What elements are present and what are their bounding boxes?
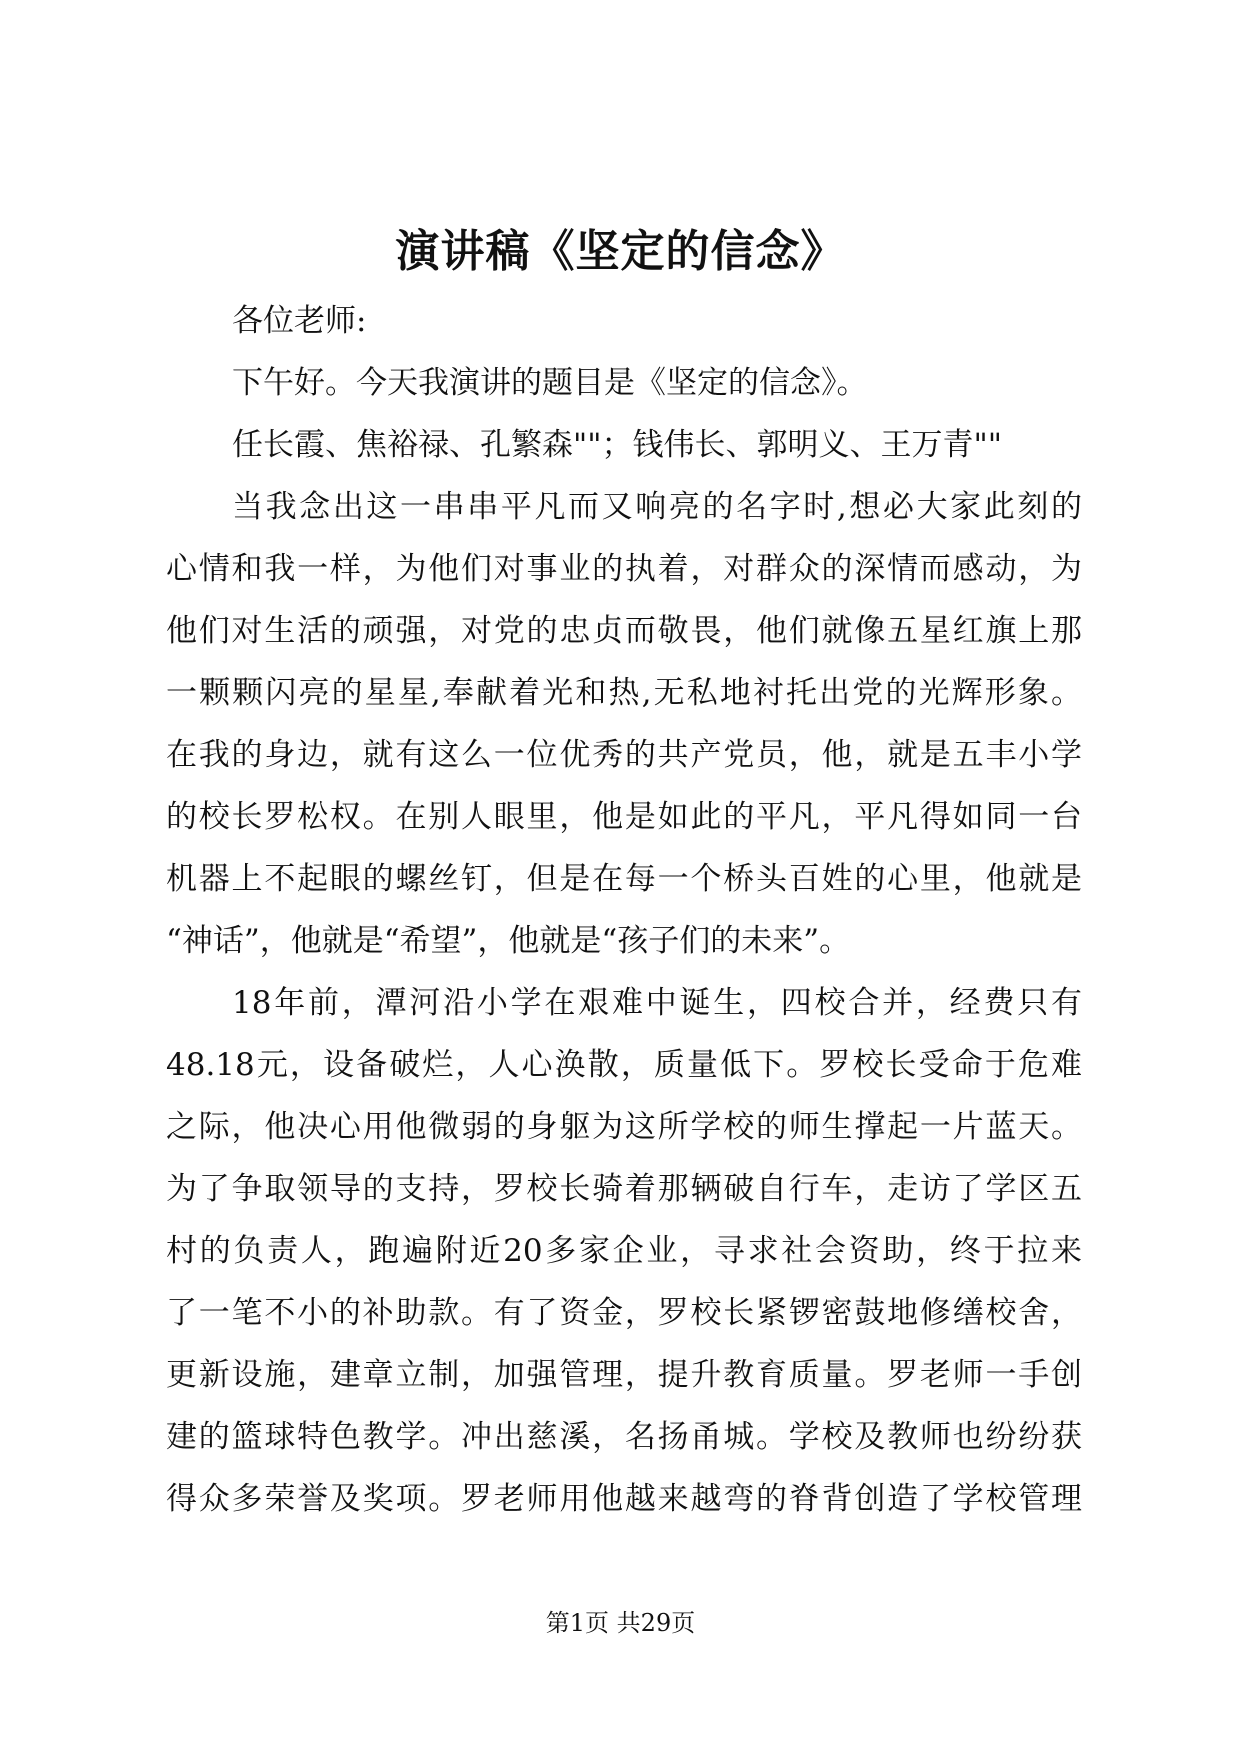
page-footer: 第1页 共29页 bbox=[545, 1609, 696, 1637]
text-line: 一颗颗闪亮的星星,奉献着光和热,无私地衬托出党的光辉形象。 bbox=[166, 675, 1082, 711]
text-line: 18年前，潭河沿小学在艰难中诞生，四校合并，经费只有 bbox=[232, 985, 1082, 1021]
text-line: 建的篮球特色教学。冲出慈溪，名扬甬城。学校及教师也纷纷获 bbox=[166, 1419, 1082, 1455]
document-title: 演讲稿《坚定的信念》 bbox=[395, 226, 846, 277]
text-line: 为了争取领导的支持，罗校长骑着那辆破自行车，走访了学区五 bbox=[166, 1171, 1082, 1207]
text-line: 他们对生活的顽强，对党的忠贞而敬畏，他们就像五星红旗上那 bbox=[166, 613, 1082, 649]
text-line: 之际，他决心用他微弱的身躯为这所学校的师生撑起一片蓝天。 bbox=[166, 1109, 1082, 1145]
text-line: 了一笔不小的补助款。有了资金，罗校长紧锣密鼓地修缮校舍， bbox=[166, 1295, 1082, 1331]
text-line: 更新设施，建章立制，加强管理，提升教育质量。罗老师一手创 bbox=[166, 1357, 1082, 1393]
text-line: 的校长罗松权。在别人眼里，他是如此的平凡，平凡得如同一台 bbox=[166, 799, 1082, 835]
text-line: 48.18元，设备破烂，人心涣散，质量低下。罗校长受命于危难 bbox=[166, 1047, 1082, 1083]
text-line: 心情和我一样，为他们对事业的执着，对群众的深情而感动，为 bbox=[166, 551, 1082, 587]
text-line: “神话”，他就是“希望”，他就是“孩子们的未来”。 bbox=[166, 923, 851, 959]
document-body bbox=[166, 290, 1082, 1530]
text-line: 村的负责人，跑遍附近20多家企业，寻求社会资助，终于拉来 bbox=[166, 1233, 1082, 1269]
text-line: 各位老师: bbox=[232, 303, 367, 339]
text-line: 下午好。今天我演讲的题目是《坚定的信念》。 bbox=[232, 365, 868, 401]
text-line: 机器上不起眼的螺丝钉，但是在每一个桥头百姓的心里，他就是 bbox=[166, 861, 1082, 897]
text-line: 在我的身边，就有这么一位优秀的共产党员，他，就是五丰小学 bbox=[166, 737, 1082, 773]
text-line: 得众多荣誉及奖项。罗老师用他越来越弯的脊背创造了学校管理 bbox=[166, 1481, 1082, 1517]
text-line: 当我念出这一串串平凡而又响亮的名字时,想必大家此刻的 bbox=[232, 489, 1082, 525]
text-line: 任长霞、焦裕禄、孔繁森""；钱伟长、郭明义、王万青"" bbox=[232, 427, 1003, 463]
